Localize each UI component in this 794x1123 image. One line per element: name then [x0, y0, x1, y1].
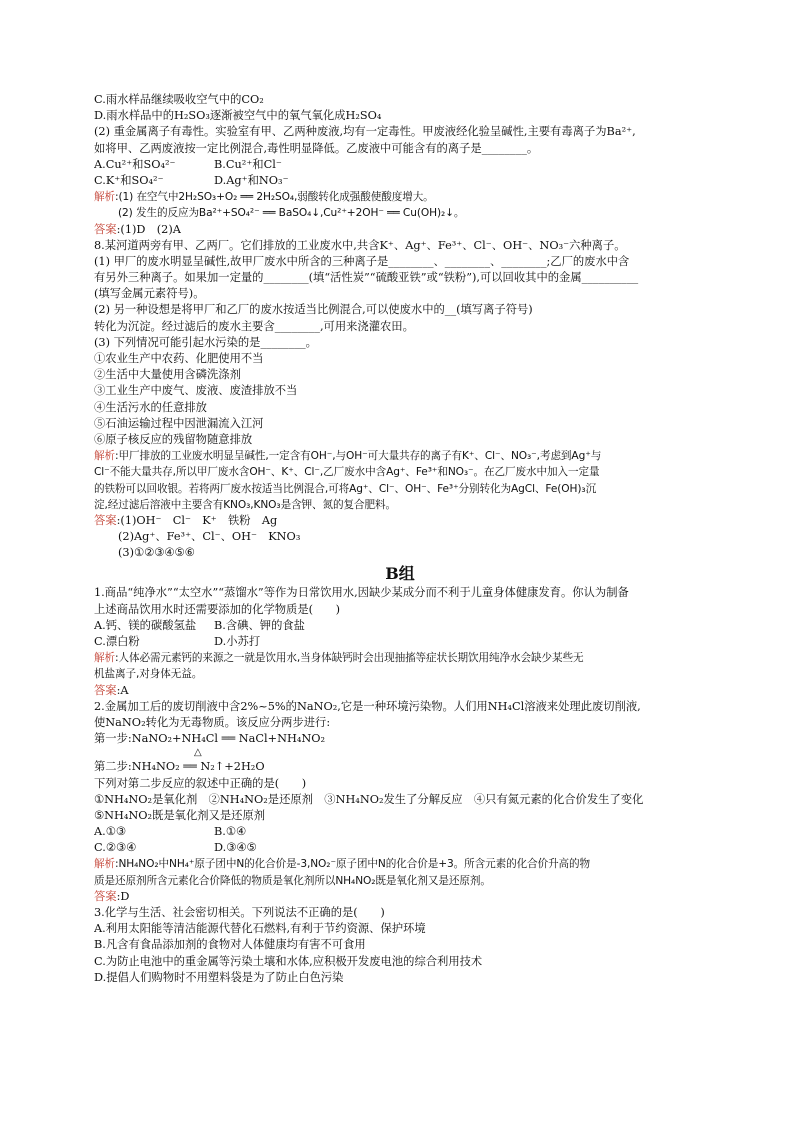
analysis-line: Cl⁻不能大量共存,所以甲厂废水含OH⁻、K⁺、Cl⁻,乙厂废水中含Ag⁺、Fe³⁺和NO₃⁻。在乙厂废水中加入一定量 [94, 466, 600, 479]
heat-symbol: △ [194, 747, 202, 759]
analysis-line: 的铁粉可以回收银。若将两厂废水按适当比例混合,可将Ag⁺、Cl⁻、OH⁻、Fe³⁺分别转化为AgCl、Fe(OH)₃沉 [94, 482, 597, 495]
analysis-line: 淀,经过滤后溶液中主要含有KNO₃,KNO₃是含钾、氮的复合肥料。 [94, 498, 397, 511]
text-line: 转化为沉淀。经过滤后的废水主要含________,可用来浇灌农田。 [94, 319, 414, 333]
answer-label: 答案 [94, 889, 117, 903]
option: C.漂白粉 [94, 635, 140, 648]
reaction-step-2: 第二步:NH₄NO₂ ══ N₂↑+2H₂O [94, 760, 265, 774]
analysis-label: 解析 [94, 858, 115, 871]
answer-line: (2)Ag⁺、Fe³⁺、Cl⁻、OH⁻ KNO₃ [118, 530, 301, 544]
option: B.含碘、钾的食盐 [214, 618, 305, 632]
option: A.利用太阳能等清洁能源代替化石燃料,有利于节约资源、保护环境 [94, 922, 426, 936]
question-b3-stem: 3.化学与生活、社会密切相关。下列说法不正确的是( ) [94, 906, 385, 919]
text-line: (填写金属元素符号)。 [94, 287, 205, 301]
text-line: ⑤NH₄NO₂既是氧化剂又是还原剂 [94, 808, 266, 822]
option: B.①④ [214, 825, 247, 839]
list-item: ④生活污水的任意排放 [94, 400, 207, 414]
analysis-line: 质是还原剂所含元素化合价降低的物质是氧化剂所以NH₄NO₂既是氧化剂又是还原剂。 [94, 874, 491, 887]
text-line: (2) 另一种设想是将甲厂和乙厂的废水按适当比例混合,可以使废水中的__(填写离子符号) [94, 303, 533, 317]
option: B.Cu²⁺和Cl⁻ [214, 157, 282, 171]
option: C.为防止电池中的重金属等污染土壤和水体,应积极开发废电池的综合利用技术 [94, 954, 483, 968]
analysis-line: 机盐离子,对身体无益。 [94, 668, 203, 681]
option: B.凡含有食品添加剂的食物对人体健康均有害不可食用 [94, 938, 366, 952]
text-line: ①NH₄NO₂是氧化剂 ②NH₄NO₂是还原剂 ③NH₄NO₂发生了分解反应 ④只有氮元素的化合价发生了变化 [94, 792, 644, 806]
option: C.②③④ [94, 841, 137, 855]
question-8-stem: 8.某河道两旁有甲、乙两厂。它们排放的工业废水中,共含K⁺、Ag⁺、Fe³⁺、Cl⁻、OH⁻、NO₃⁻六种离子。 [94, 238, 626, 252]
answer-line: 答案:D [94, 889, 130, 903]
text-line: 上述商品饮用水时还需要添加的化学物质是( ) [94, 602, 341, 616]
document-page [94, 92, 706, 986]
option: A.钙、镁的碳酸氢盐 [94, 618, 197, 632]
list-item: ⑥原子核反应的残留物随意排放 [94, 432, 253, 446]
list-item: ①农业生产中农药、化肥使用不当 [94, 352, 264, 365]
text-line: 有另外三种离子。如果加一定量的________(填“活性炭”“硫酸亚铁”或“铁粉”),可以回收其中的金属__________ [94, 271, 639, 285]
text-line: 下列对第二步反应的叙述中正确的是( ) [94, 776, 307, 790]
answer-label: 答案 [94, 222, 117, 236]
answer-line: 答案:(1)OH⁻ Cl⁻ K⁺ 铁粉 Ag [94, 513, 278, 527]
option: D.Ag⁺和NO₃⁻ [214, 173, 289, 187]
text-line: C.雨水样品继续吸收空气中的CO₂ [94, 93, 264, 106]
section-heading: B组 [385, 564, 415, 584]
text-line: (3) 下列情况可能引起水污染的是________。 [94, 335, 317, 349]
answer-line: 答案:A [94, 683, 129, 697]
list-item: ③工业生产中废气、废液、废渣排放不当 [94, 384, 298, 398]
answer-label: 答案 [94, 513, 117, 527]
analysis-line: 解析:(1) 在空气中2H₂SO₃+O₂ ══ 2H₂SO₄,弱酸转化成强酸使酸度增大。 [94, 191, 434, 204]
answer-line: (3)①②③④⑤⑥ [118, 546, 195, 560]
question-b1-stem: 1.商品“纯净水”“太空水”“蒸馏水”等作为日常饮用水,因缺少某成分而不利于儿童身体健康发育。你认为制备 [94, 586, 629, 600]
list-item: ⑤石油运输过程中因泄漏流入江河 [94, 416, 264, 430]
option-row [94, 840, 706, 856]
option: D.提倡人们购物时不用塑料袋是为了防止白色污染 [94, 970, 344, 984]
option: D.小苏打 [214, 635, 261, 648]
analysis-label: 解析 [94, 652, 115, 665]
option-row [94, 618, 706, 634]
text-line: (2) 重金属离子有毒性。实验室有甲、乙两种废液,均有一定毒性。甲废液经化验呈碱性,主要有毒离子为Ba²⁺, [94, 125, 636, 139]
text-line: D.雨水样品中的H₂SO₃逐渐被空气中的氧气氧化成H₂SO₄ [94, 109, 382, 123]
option-row [94, 634, 706, 650]
analysis-label: 解析 [94, 450, 115, 463]
option: D.③④⑤ [214, 841, 257, 855]
analysis-line: 解析:NH₄NO₂中NH₄⁺原子团中N的化合价是-3,NO₂⁻原子团中N的化合价是+3。所含元素的化合价升高的物 [94, 858, 591, 871]
option: A.Cu²⁺和SO₄²⁻ [94, 157, 176, 171]
option-row [94, 173, 706, 189]
option-row [94, 157, 706, 173]
answer-label: 答案 [94, 683, 117, 697]
option: C.K⁺和SO₄²⁻ [94, 173, 164, 187]
answer-line: 答案:(1)D (2)A [94, 222, 181, 236]
list-item: ②生活中大量使用含磷洗涤剂 [94, 368, 241, 382]
text-line: 使NaNO₂转化为无毒物质。该反应分两步进行: [94, 715, 331, 729]
analysis-line: 解析:人体必需元素钙的来源之一就是饮用水,当身体缺钙时会出现抽搐等症状长期饮用纯净水会缺少某些无 [94, 652, 584, 665]
text-line: 如将甲、乙两废液按一定比例混合,毒性明显降低。乙废液中可能含有的离子是________。 [94, 141, 539, 155]
option: A.①③ [94, 825, 127, 839]
analysis-line: 解析:甲厂排放的工业废水明显呈碱性,一定含有OH⁻,与OH⁻可大量共存的离子有K⁺、Cl⁻、NO₃⁻,考虑到Ag⁺与 [94, 450, 602, 463]
analysis-line: (2) 发生的反应为Ba²⁺+SO₄²⁻ ══ BaSO₄↓,Cu²⁺+2OH⁻ ══ Cu(OH)₂↓。 [118, 207, 465, 220]
analysis-label: 解析 [94, 191, 115, 204]
option-row [94, 824, 706, 840]
reaction-step-1: 第一步:NaNO₂+NH₄Cl ══ NaCl+NH₄NO₂ [94, 732, 326, 746]
question-b2-stem: 2.金属加工后的废切削液中含2%~5%的NaNO₂,它是一种环境污染物。人们用NH₄Cl溶液来处理此废切削液, [94, 699, 641, 713]
text-line: (1) 甲厂的废水明显呈碱性,故甲厂废水中所含的三种离子是________、________、________;乙厂的废水中含 [94, 254, 630, 268]
